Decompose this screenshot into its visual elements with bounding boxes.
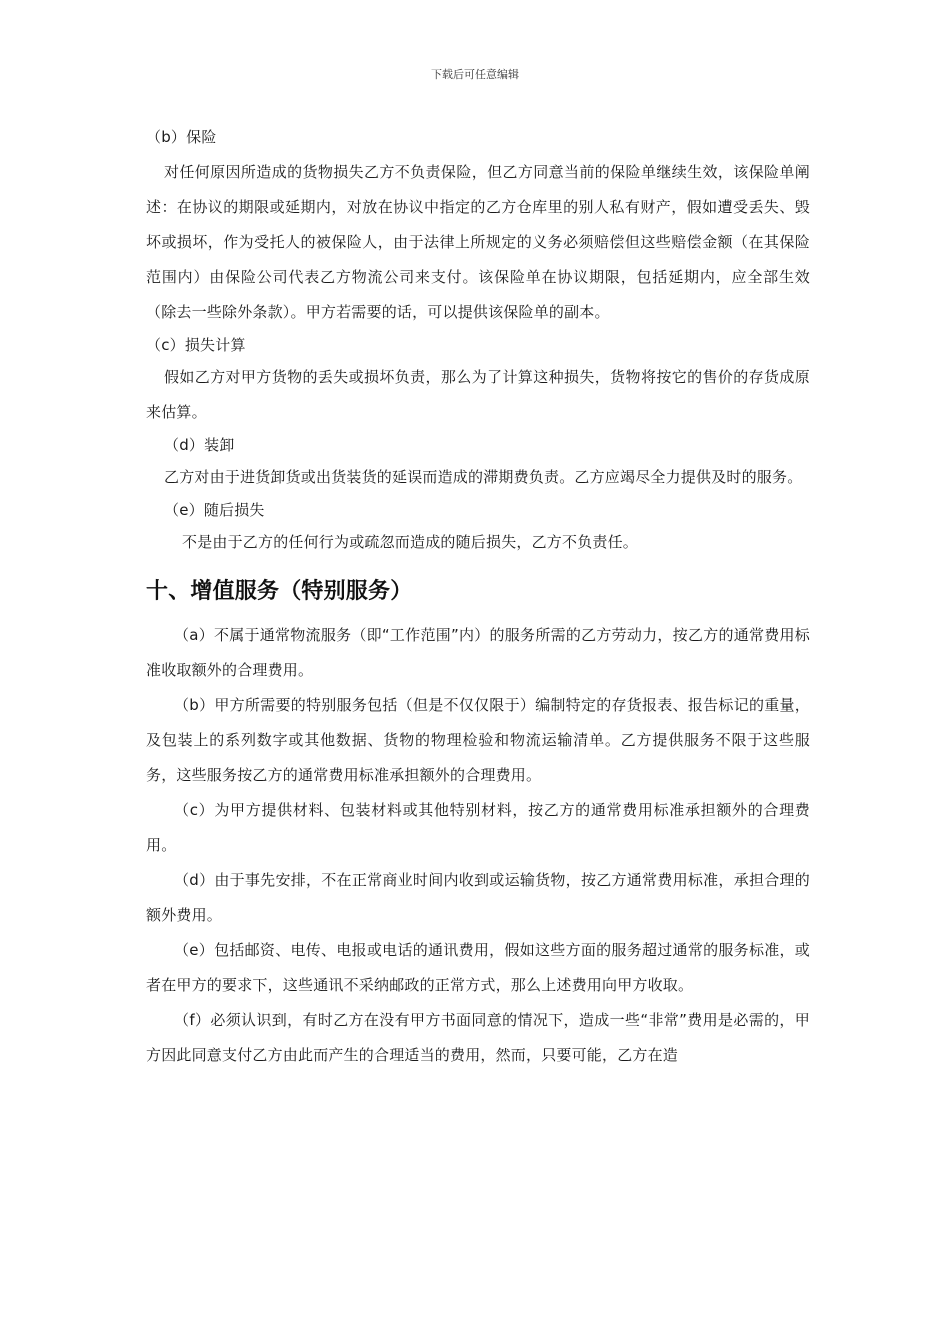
clause-d-label: （d）装卸 — [164, 436, 235, 454]
section-10-item-d: （d）由于事先安排，不在正常商业时间内收到或运输货物，按乙方通常费用标准，承担合理的额外费用。 — [146, 871, 810, 924]
clause-c-label: （c）损失计算 — [146, 336, 246, 354]
section-10-item-e: （e）包括邮资、电传、电报或电话的通讯费用，假如这些方面的服务超过通常的服务标准，或者在甲方的要求下，这些通讯不采纳邮政的正常方式，那么上述费用向甲方收取。 — [146, 941, 810, 994]
section-10-title: 十、增值服务（特别服务） — [146, 579, 413, 604]
section-10-item-c: （c）为甲方提供材料、包装材料或其他特别材料，按乙方的通常费用标准承担额外的合理费用。 — [146, 801, 810, 854]
section-10-item-f: （f）必须认识到，有时乙方在没有甲方书面同意的情况下，造成一些“非常”费用是必需的，甲方因此同意支付乙方由此而产生的合理适当的费用，然而，只要可能，乙方在造 — [146, 1011, 810, 1064]
clause-b-label: （b）保险 — [146, 128, 217, 146]
section-10-item-a: （a）不属于通常物流服务（即“工作范围”内）的服务所需的乙方劳动力，按乙方的通常费用标准收取额外的合理费用。 — [146, 626, 810, 679]
clause-b-text: 对任何原因所造成的货物损失乙方不负责保险，但乙方同意当前的保险单继续生效，该保险单阐述：在协议的期限或延期内，对放在协议中指定的乙方仓库里的别人私有财产，假如遭受丢失、毁坏或损坏，作为受托人的被保险人，由于法律上所规定的义务必须赔偿但这些赔偿金额（在其保险范围内）由保险公司代表乙方物流公司来支付。该保险单在协议期限，包括延期内，应全部生效（除去一些除外条款）。甲方若需要的话，可以提供该保险单的副本。 — [146, 163, 810, 321]
clause-d-text: 乙方对由于进货卸货或出货装货的延误而造成的滞期费负责。乙方应竭尽全力提供及时的服务。 — [164, 468, 803, 486]
clause-e-text: 不是由于乙方的任何行为或疏忽而造成的随后损失，乙方不负责任。 — [182, 533, 639, 551]
section-10-item-b: （b）甲方所需要的特别服务包括（但是不仅仅限于）编制特定的存货报表、报告标记的重量，及包装上的系列数字或其他数据、货物的物理检验和物流运输清单。乙方提供服务不限于这些服务，这些服务按乙方的通常费用标准承担额外的合理费用。 — [146, 696, 810, 784]
clause-c-text: 假如乙方对甲方货物的丢失或损坏负责，那么为了计算这种损失，货物将按它的售价的存货成原来估算。 — [146, 368, 810, 421]
document-body — [146, 120, 810, 1073]
clause-e-label: （e）随后损失 — [164, 501, 265, 519]
header-note: 下载后可任意编辑 — [431, 68, 519, 81]
